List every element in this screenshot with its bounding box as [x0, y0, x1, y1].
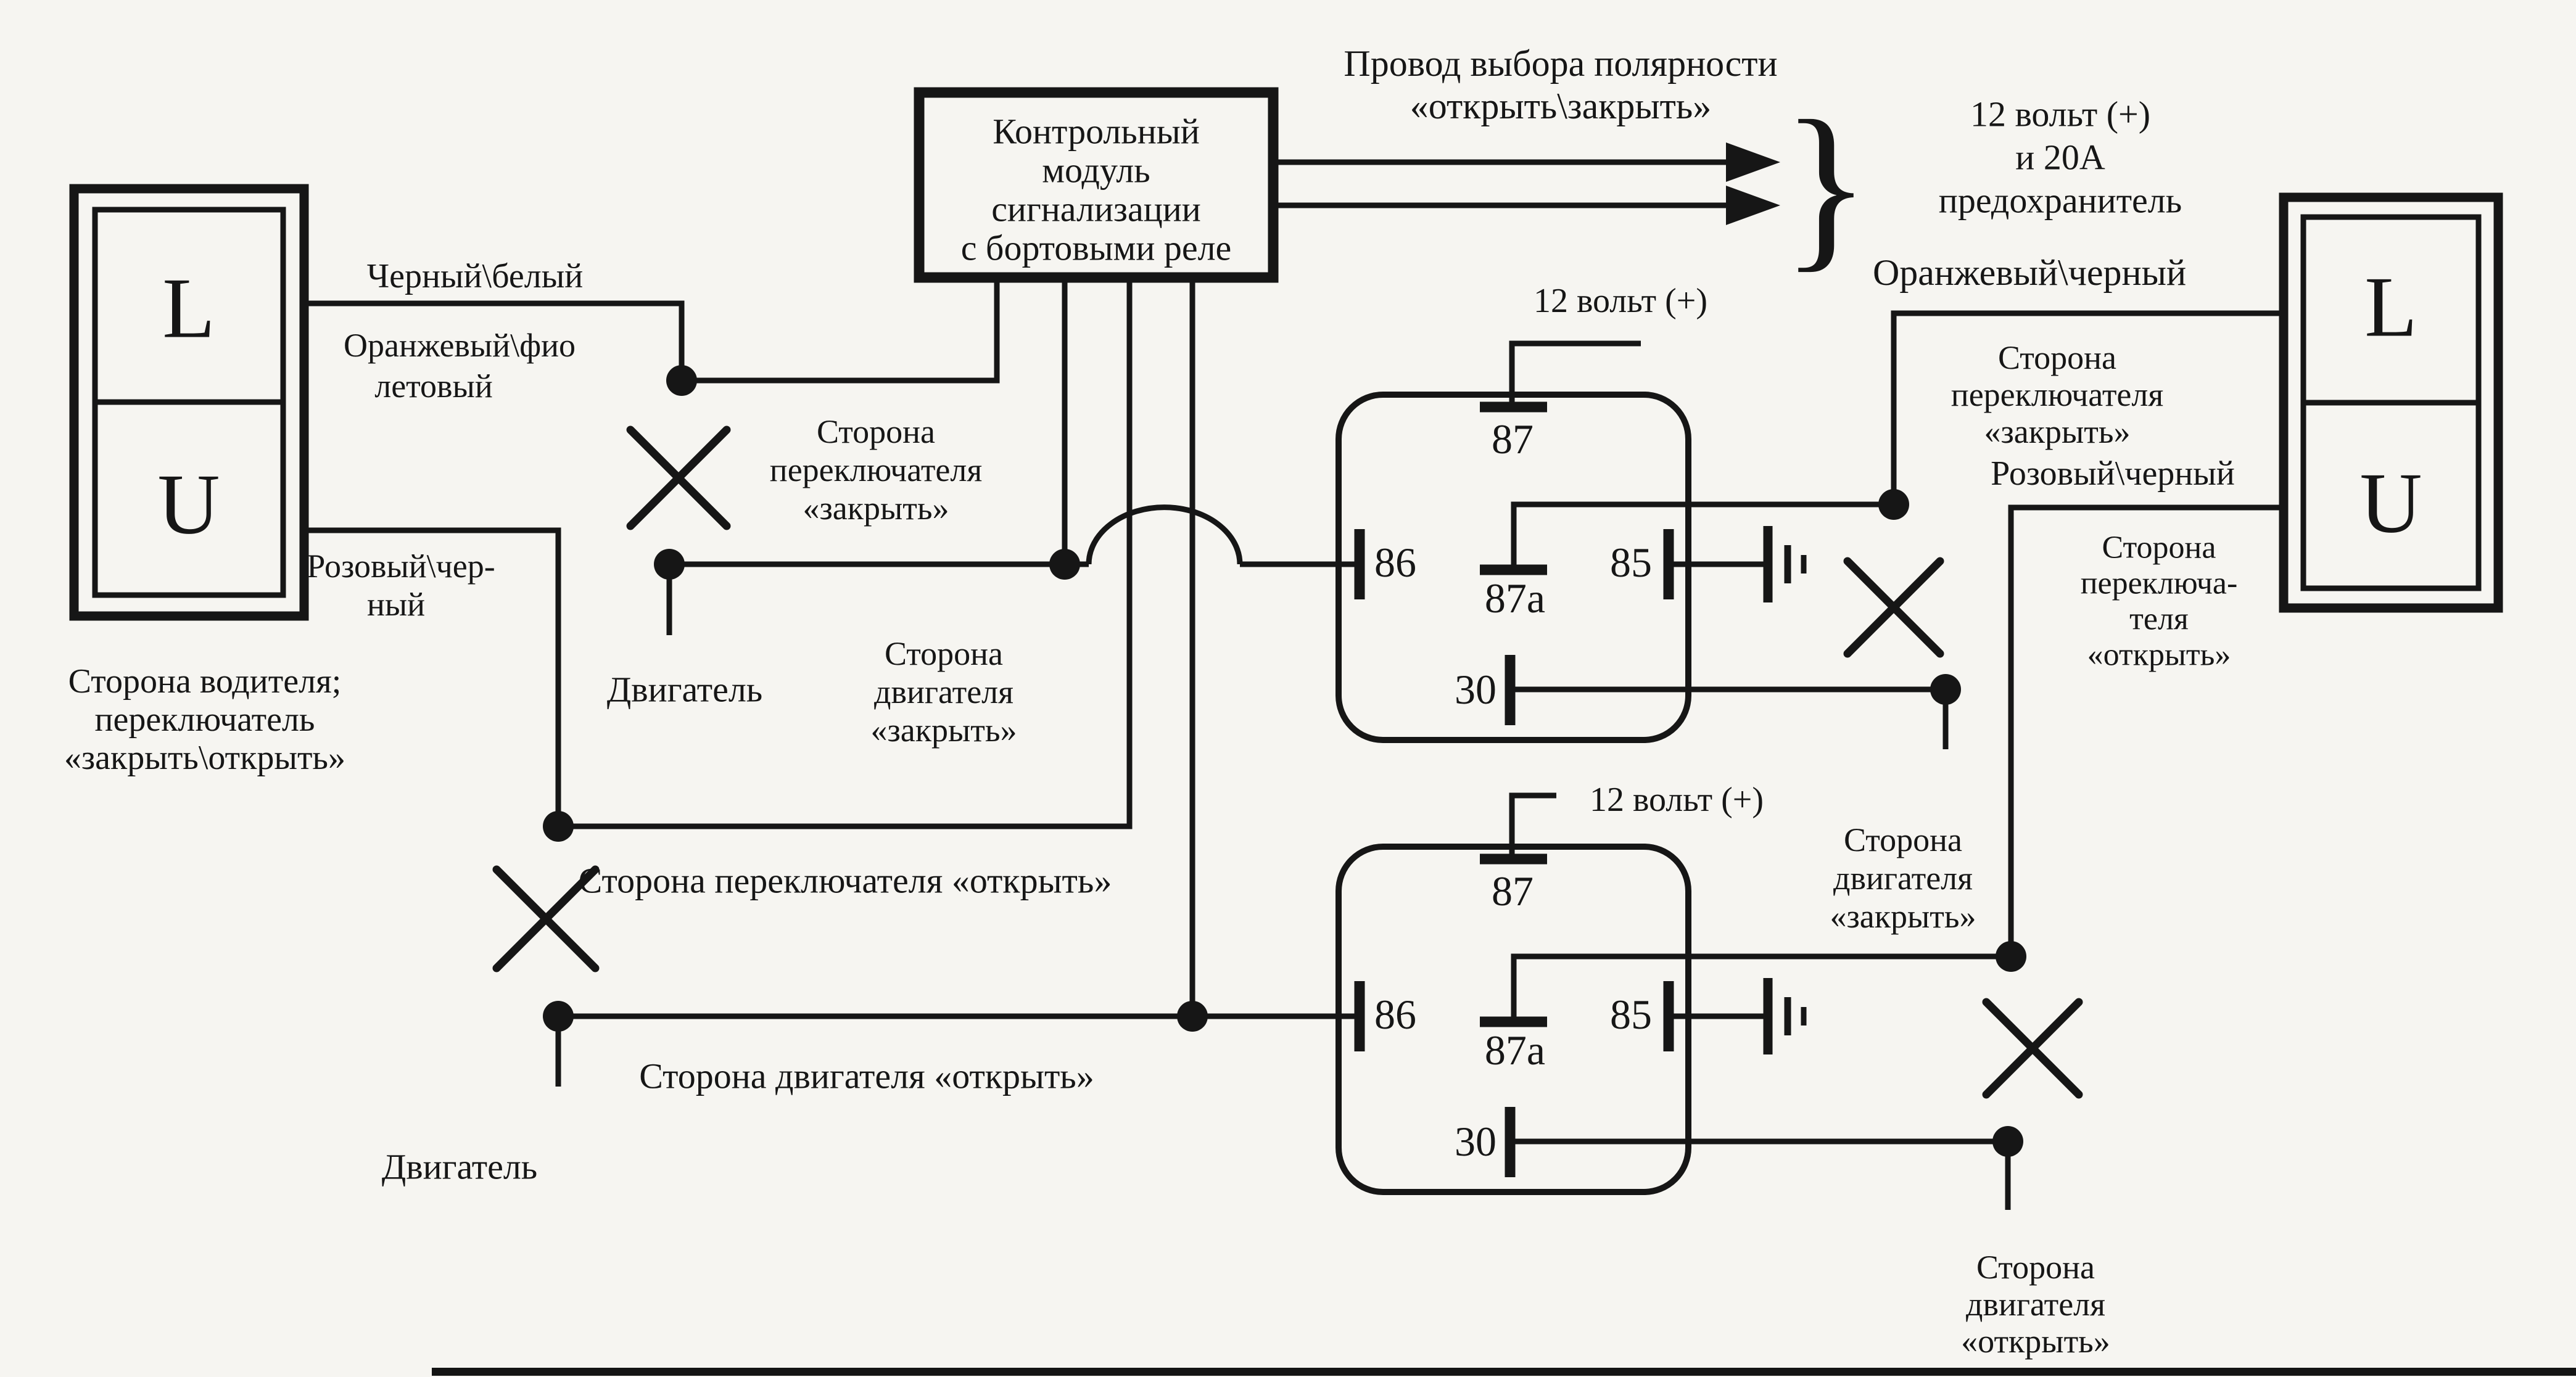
scan-edge-artifact [432, 1368, 2576, 1376]
label-orange-violet-line2: летовый [374, 368, 493, 405]
switch-close-left-line1: Сторона [816, 413, 936, 450]
switch-open-left-label: Сторона переключателя «открыть» [578, 860, 1112, 901]
arrow-right-icon [1726, 142, 1780, 182]
motor-close-right-line1: Сторона [1843, 821, 1963, 858]
relay1-pin30-label: 30 [1455, 666, 1496, 713]
label-orange-black: Оранжевый\черный [1872, 252, 2187, 293]
label-orange-violet-line1: Оранжевый\фио [344, 327, 576, 364]
brace-icon: } [1781, 83, 1870, 287]
x-lines [630, 430, 727, 526]
relay1-pin86-label: 86 [1374, 539, 1416, 586]
switch-close-left-line3: «закрыть» [803, 490, 949, 527]
driver-side-caption-line3: «закрыть\открыть» [64, 739, 345, 777]
relay1-supply-label: 12 вольт (+) [1533, 282, 1708, 320]
fuse-label-line2: и 20А [2015, 137, 2105, 178]
motor-open-bottom-label: Сторона двигателя «открыть» [639, 1056, 1094, 1096]
driver-side-caption-line1: Сторона водителя; [68, 662, 342, 701]
relay2-87a-wire [1514, 956, 2011, 1022]
relay1-pin87-label: 87 [1492, 416, 1534, 462]
fuse-label-line3: предохранитель [1938, 180, 2182, 221]
x-mark-icon [1986, 1002, 2079, 1095]
junction-dot [666, 365, 697, 396]
x-mark-icon [1847, 561, 1940, 654]
motor-close-right-line3: «закрыть» [1830, 898, 1976, 935]
relay2-pin86-label: 86 [1374, 991, 1416, 1038]
polarity-label-line2: «открыть\закрыть» [1410, 86, 1712, 126]
label-pink-black-right: Розовый\черный [1991, 454, 2235, 493]
ground-icon [1768, 978, 1804, 1054]
driver-side-caption-line2: переключатель [94, 701, 315, 739]
left-switch-unlock-cell: U [157, 456, 220, 553]
wire-orange-violet-to-module [682, 279, 997, 380]
label-pink-black-line2: ный [366, 586, 426, 623]
junction-dot [1992, 1126, 2023, 1157]
arrow-right-icon [1726, 186, 1780, 225]
relay1-pin85-label: 85 [1610, 539, 1652, 586]
junction-dot [543, 1001, 574, 1032]
junction-dot [1996, 941, 2026, 972]
polarity-label-line1: Провод выбора полярности [1344, 43, 1778, 84]
relay2-pin30-label: 30 [1455, 1118, 1496, 1165]
switch-open-right-line1: Сторона [2102, 530, 2216, 565]
engine-label-bottom: Двигатель [381, 1146, 538, 1187]
x-lines [1986, 1002, 2079, 1095]
wire-switch-open-row [558, 279, 1129, 826]
engine-label-top: Двигатель [606, 669, 763, 710]
motor-close-center-line3: «закрыть» [870, 712, 1017, 749]
x-mark-icon [630, 430, 727, 526]
junction-dot [654, 549, 685, 580]
switch-open-right-line3: теля [2129, 601, 2189, 637]
relay1-pin87a-label: 87a [1484, 575, 1546, 622]
motor-open-right-line1: Сторона [1976, 1249, 2095, 1286]
relay1-87a-wire [1514, 504, 1894, 570]
switch-open-right-line4: «открыть» [2087, 637, 2231, 673]
module-title-line4: с бортовыми реле [960, 228, 1232, 268]
junction-dot [1177, 1001, 1208, 1032]
motor-open-right-line2: двигателя [1966, 1286, 2105, 1323]
relay2-pin87a-label: 87a [1484, 1027, 1546, 1074]
switch-open-right-line2: переключа- [2080, 565, 2238, 601]
switch-close-right-line1: Сторона [1997, 339, 2117, 376]
ground-icon [1768, 526, 1804, 602]
left-switch [74, 189, 304, 616]
module-title-line1: Контрольный [993, 111, 1200, 152]
motor-open-right-line3: «открыть» [1961, 1323, 2110, 1360]
switch-close-right-line2: переключателя [1951, 376, 2164, 413]
left-switch-lock-cell: L [162, 260, 215, 356]
motor-close-center-line1: Сторона [884, 635, 1004, 672]
label-black-white: Черный\белый [366, 257, 584, 295]
right-switch-unlock-cell: U [2359, 455, 2422, 551]
junction-dot [1049, 549, 1080, 580]
junction-dot [1878, 489, 1909, 520]
x-lines [1847, 561, 1940, 654]
module-title-line2: модуль [1042, 150, 1150, 191]
motor-close-right-line2: двигателя [1833, 860, 1973, 897]
relay2-supply-label: 12 вольт (+) [1589, 781, 1764, 819]
switch-close-left-line2: переключателя [769, 451, 983, 488]
wire-hop-arc [1089, 508, 1240, 564]
junction-dot [543, 811, 574, 842]
right-switch [2284, 197, 2498, 608]
junction-dot [1930, 674, 1961, 705]
label-pink-black-line1: Розовый\чер- [307, 548, 495, 585]
fuse-label-line1: 12 вольт (+) [1970, 94, 2151, 134]
switch-close-right-line3: «закрыть» [1984, 413, 2131, 450]
motor-close-center-line2: двигателя [874, 673, 1013, 710]
relay2-pin87-label: 87 [1492, 868, 1534, 915]
right-switch-lock-cell: L [2364, 259, 2417, 355]
relay2-pin85-label: 85 [1610, 991, 1652, 1038]
module-title-line3: сигнализации [991, 189, 1201, 229]
